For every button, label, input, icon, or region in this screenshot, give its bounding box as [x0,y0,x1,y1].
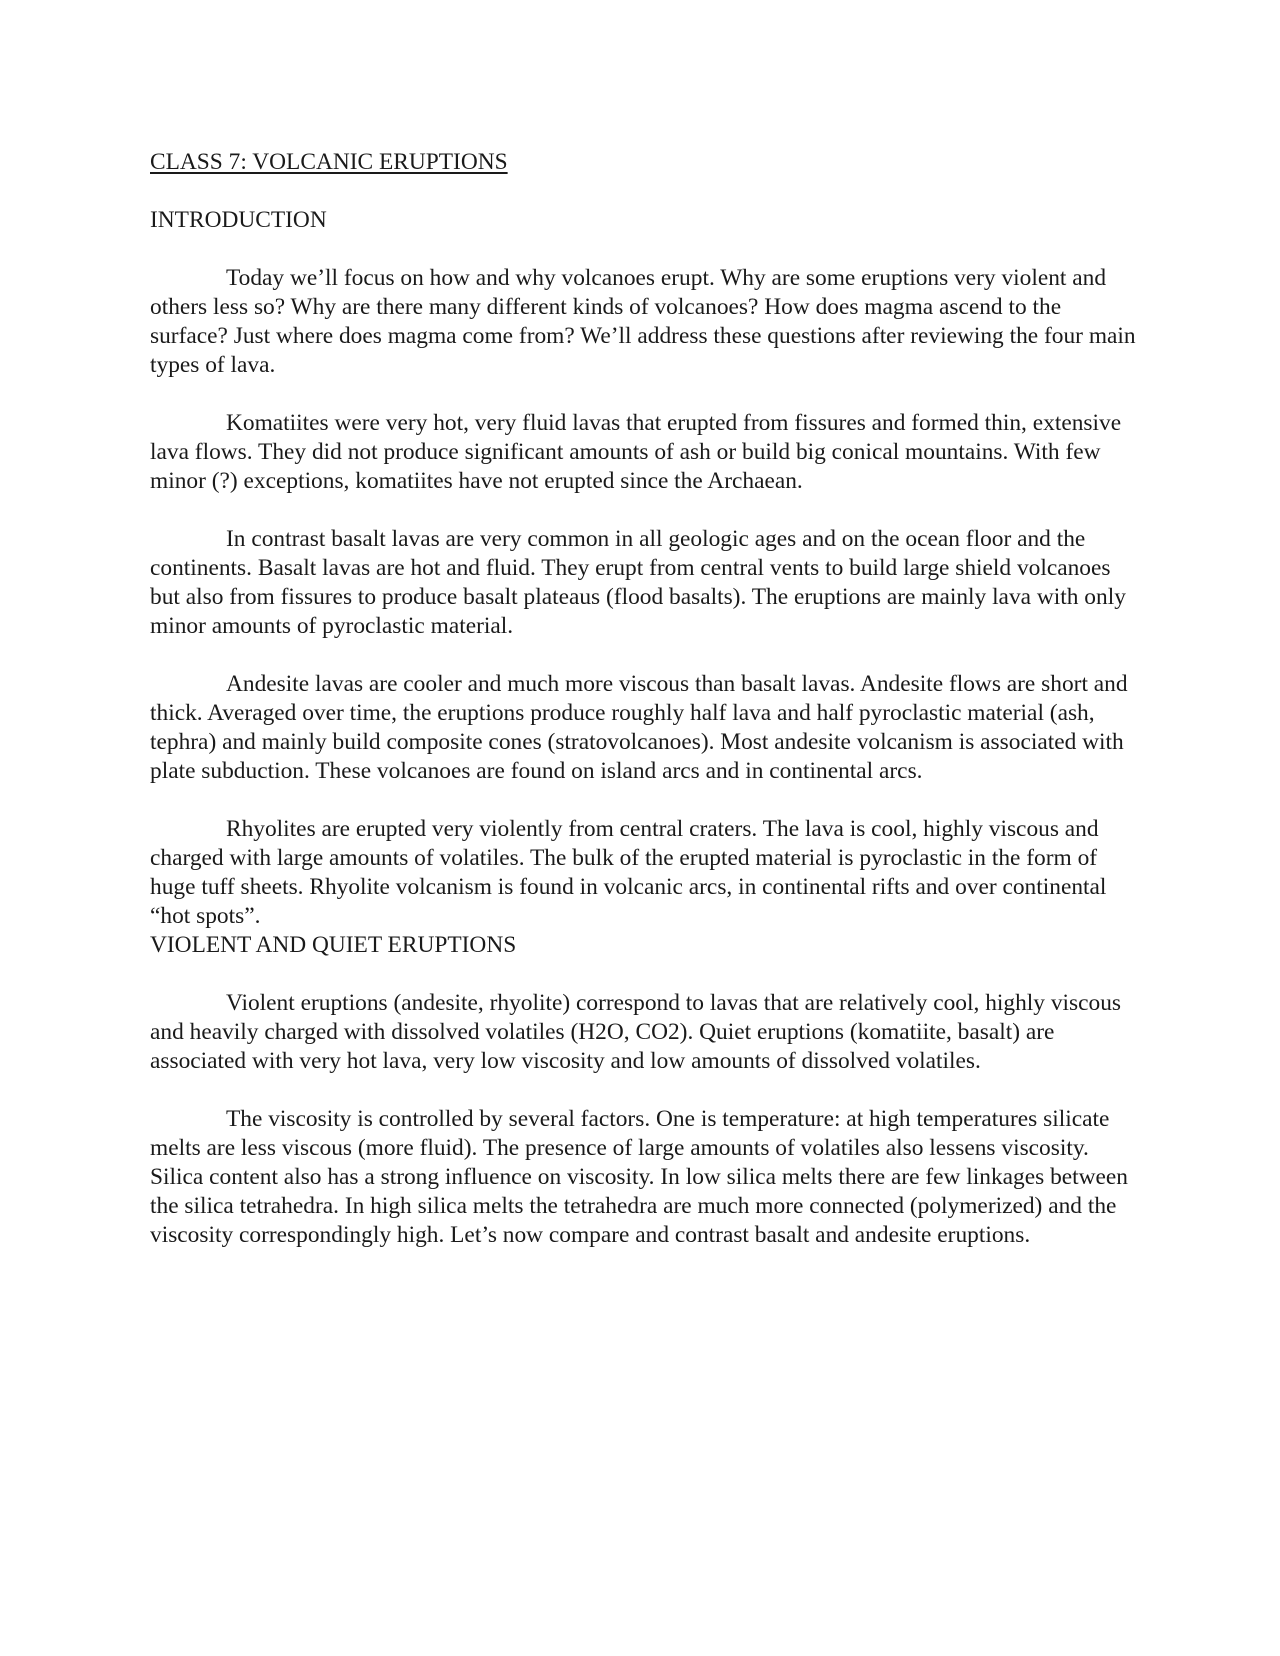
section-heading: INTRODUCTION [150,207,327,233]
document-page [150,148,1140,1250]
paragraph: Komatiites were very hot, very fluid lavas that erupted from fissures and formed thin, extensive lava flows. They did not produce significant amounts of ash or build big conical mountains. With few minor (?) exceptions, komatiites have not erupted since the Archaean. [150,410,1122,494]
section-heading: VIOLENT AND QUIET ERUPTIONS [150,932,517,958]
paragraph: Rhyolites are erupted very violently from central craters. The lava is cool, highly viscous and charged with large amounts of volatiles. The bulk of the erupted material is pyroclastic in the form of huge tuff sheets. Rhyolite volcanism is found in volcanic arcs, in continental rifts and over continental “hot spots”. [150,816,1107,929]
section-introduction [150,206,1140,931]
paragraph: In contrast basalt lavas are very common in all geologic ages and on the ocean floor and the continents. Basalt lavas are hot and fluid. They erupt from central vents to build large shield volcanoes but also from fissures to produce basalt plateaus (flood basalts). The eruptions are mainly lava with only minor amounts of pyroclastic material. [150,526,1126,639]
paragraph: Andesite lavas are cooler and much more viscous than basalt lavas. Andesite flows are short and thick. Averaged over time, the eruptions produce roughly half lava and half pyroclastic material (ash, tephra) and mainly build composite cones (stratovolcanoes). Most andesite volcanism is associated with plate subduction. These volcanoes are found on island arcs and in continental arcs. [150,671,1128,784]
paragraph: Today we’ll focus on how and why volcanoes erupt. Why are some eruptions very violent and others less so? Why are there many different kinds of volcanoes? How does magma ascend to the surface? Just where does magma come from? We’ll address these questions after reviewing the four main types of lava. [150,265,1136,378]
document-title: CLASS 7: VOLCANIC ERUPTIONS [150,149,508,175]
section-violent-and-quiet-eruptions [150,931,1140,1250]
paragraph: Violent eruptions (andesite, rhyolite) correspond to lavas that are relatively cool, highly viscous and heavily charged with dissolved volatiles (H2O, CO2). Quiet eruptions (komatiite, basalt) are associated with very hot lava, very low viscosity and low amounts of dissolved volatiles. [150,990,1121,1074]
paragraph: The viscosity is controlled by several factors. One is temperature: at high temperatures silicate melts are less viscous (more fluid). The presence of large amounts of volatiles also lessens viscosity. Silica content also has a strong influence on viscosity. In low silica melts there are few linkages between the silica tetrahedra. In high silica melts the tetrahedra are much more connected (polymerized) and the viscosity correspondingly high. Let’s now compare and contrast basalt and andesite eruptions. [150,1106,1128,1248]
